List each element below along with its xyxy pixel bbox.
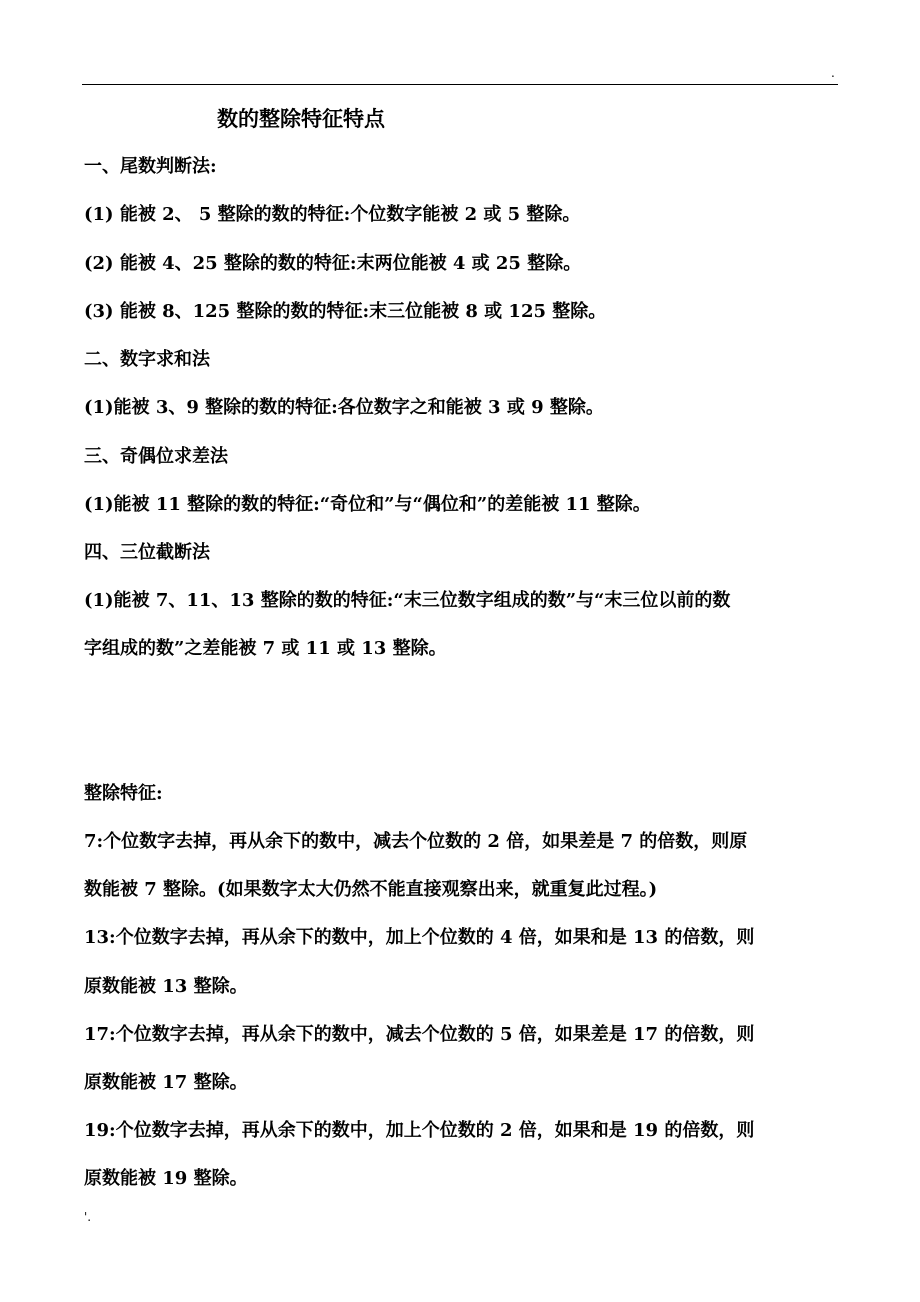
feature-13-line-1: 13:个位数字去掉，再从余下的数中，加上个位数的 4 倍，如果和是 13 的倍数，则: [84, 927, 755, 948]
section-heading-4: 四、三位截断法: [84, 542, 210, 563]
feature-13-line-2: 原数能被 13 整除。: [84, 976, 248, 997]
feature-7-line-1: 7:个位数字去掉，再从余下的数中，减去个位数的 2 倍，如果差是 7 的倍数，则原: [84, 831, 748, 852]
rule-line-6a: (1)能被 7、11、13 整除的数的特征:“末三位数字组成的数”与“末三位以前的数: [84, 590, 731, 611]
feature-19-line-2: 原数能被 19 整除。: [84, 1168, 248, 1189]
rule-line-1: (1) 能被 2、 5 整除的数的特征:个位数字能被 2 或 5 整除。: [84, 204, 581, 225]
feature-17-line-2: 原数能被 17 整除。: [84, 1072, 248, 1093]
section-heading-1: 一、尾数判断法:: [84, 156, 217, 177]
rule-line-6b: 字组成的数”之差能被 7 或 11 或 13 整除。: [84, 638, 447, 659]
feature-19-line-1: 19:个位数字去掉，再从余下的数中，加上个位数的 2 倍，如果和是 19 的倍数，则: [84, 1120, 755, 1141]
section-heading-2: 二、数字求和法: [84, 349, 210, 370]
rule-line-5: (1)能被 11 整除的数的特征:“奇位和”与“偶位和”的差能被 11 整除。: [84, 494, 651, 515]
header-rule: [82, 84, 838, 85]
feature-17-line-1: 17:个位数字去掉，再从余下的数中，减去个位数的 5 倍，如果差是 17 的倍数，则: [84, 1024, 755, 1045]
section-heading-3: 三、奇偶位求差法: [84, 446, 228, 467]
rule-line-4: (1)能被 3、9 整除的数的特征:各位数字之和能被 3 或 9 整除。: [84, 397, 604, 418]
footer-mark: '.: [84, 1210, 92, 1224]
header-mark: .: [831, 66, 835, 80]
feature-7-line-2: 数能被 7 整除。(如果数字太大仍然不能直接观察出来，就重复此过程。): [84, 879, 658, 900]
page-title: 数的整除特征特点: [217, 106, 385, 131]
features-heading: 整除特征:: [84, 783, 163, 804]
rule-line-2: (2) 能被 4、25 整除的数的特征:末两位能被 4 或 25 整除。: [84, 253, 582, 274]
rule-line-3: (3) 能被 8、125 整除的数的特征:末三位能被 8 或 125 整除。: [84, 301, 607, 322]
